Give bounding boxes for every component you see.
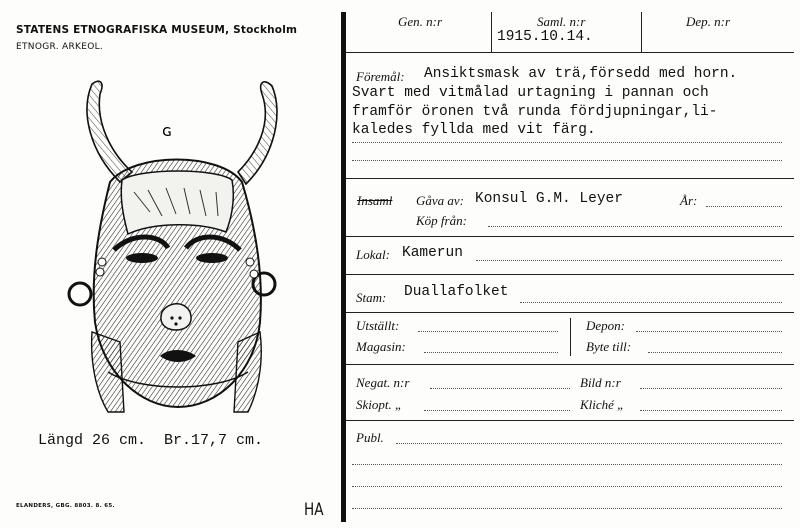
blank-line bbox=[706, 206, 782, 207]
skiopt-label: Skiopt. „ bbox=[356, 397, 403, 412]
svg-text:ɢ: ɢ bbox=[162, 121, 173, 140]
blank-line bbox=[430, 388, 570, 389]
byte-label: Byte till: bbox=[586, 339, 632, 354]
blank-line bbox=[520, 302, 782, 303]
blank-line bbox=[352, 160, 782, 161]
blank-line bbox=[424, 352, 558, 353]
kliche-label: Kliché „ bbox=[580, 397, 625, 412]
kop-label: Köp från: bbox=[416, 213, 467, 228]
blank-line bbox=[352, 142, 782, 143]
publ-label: Publ. bbox=[356, 430, 384, 445]
row-rule bbox=[346, 52, 794, 53]
row-rule bbox=[346, 420, 794, 421]
foremal-line-1: Ansiktsmask av trä,försedd med horn. bbox=[424, 66, 738, 82]
foremal-line-2: Svart med vitmålad urtagning i pannan och bbox=[352, 85, 709, 101]
number-cell-divider bbox=[491, 12, 492, 52]
blank-line bbox=[636, 331, 782, 332]
lokal-label: Lokal: bbox=[356, 247, 390, 262]
blank-line bbox=[418, 331, 558, 332]
foremal-label: Föremål: bbox=[356, 69, 405, 84]
blank-line bbox=[648, 352, 782, 353]
dep-nr-label: Dep. n:r bbox=[686, 14, 731, 29]
utstallt-divider bbox=[570, 318, 571, 356]
ar-label: År: bbox=[680, 193, 698, 208]
row-rule bbox=[346, 236, 794, 237]
magasin-label: Magasin: bbox=[356, 339, 406, 354]
blank-line bbox=[488, 226, 782, 227]
blank-line bbox=[424, 410, 570, 411]
saml-nr-label: Saml. n:r bbox=[537, 14, 586, 29]
bild-label: Bild n:r bbox=[580, 375, 621, 390]
gava-value: Konsul G.M. Leyer bbox=[475, 191, 623, 207]
stam-label: Stam: bbox=[356, 290, 387, 305]
handwritten-initials: HA bbox=[304, 500, 324, 520]
blank-line bbox=[352, 464, 782, 465]
saml-nr-value: 1915.10.14. bbox=[497, 29, 593, 45]
foremal-line-3: framför öronen två runda fördjupningar,li- bbox=[352, 104, 718, 120]
blank-line bbox=[352, 486, 782, 487]
foremal-line-4: kaledes fyllda med vit färg. bbox=[352, 122, 596, 138]
row-rule bbox=[346, 274, 794, 275]
blank-line bbox=[352, 508, 782, 509]
utstallt-label: Utställt: bbox=[356, 318, 400, 333]
blank-line bbox=[396, 443, 782, 444]
mask-drawing-icon bbox=[50, 72, 300, 422]
blank-line bbox=[640, 388, 782, 389]
blank-line bbox=[640, 410, 782, 411]
printer-imprint: ELANDERS, GBG. 8803. 8. 65. bbox=[16, 503, 115, 509]
blank-line bbox=[476, 260, 782, 261]
negat-label: Negat. n:r bbox=[356, 375, 410, 390]
row-rule bbox=[346, 178, 794, 179]
row-rule bbox=[346, 364, 794, 365]
stam-value: Duallafolket bbox=[404, 284, 509, 300]
lokal-value: Kamerun bbox=[402, 245, 463, 261]
insaml-struck-label: Insaml bbox=[357, 193, 393, 208]
gen-nr-label: Gen. n:r bbox=[398, 14, 443, 29]
row-rule bbox=[346, 312, 794, 313]
museum-name: STATENS ETNOGRAFISKA MUSEUM, Stockholm bbox=[16, 24, 298, 36]
gava-label: Gåva av: bbox=[416, 193, 465, 208]
mask-dimensions: Längd 26 cm. Br.17,7 cm. bbox=[38, 432, 264, 449]
department-label: ETNOGR. ARKEOL. bbox=[16, 42, 104, 52]
number-cell-divider bbox=[641, 12, 642, 52]
depon-label: Depon: bbox=[586, 318, 625, 333]
form-divider-bar bbox=[341, 12, 346, 522]
